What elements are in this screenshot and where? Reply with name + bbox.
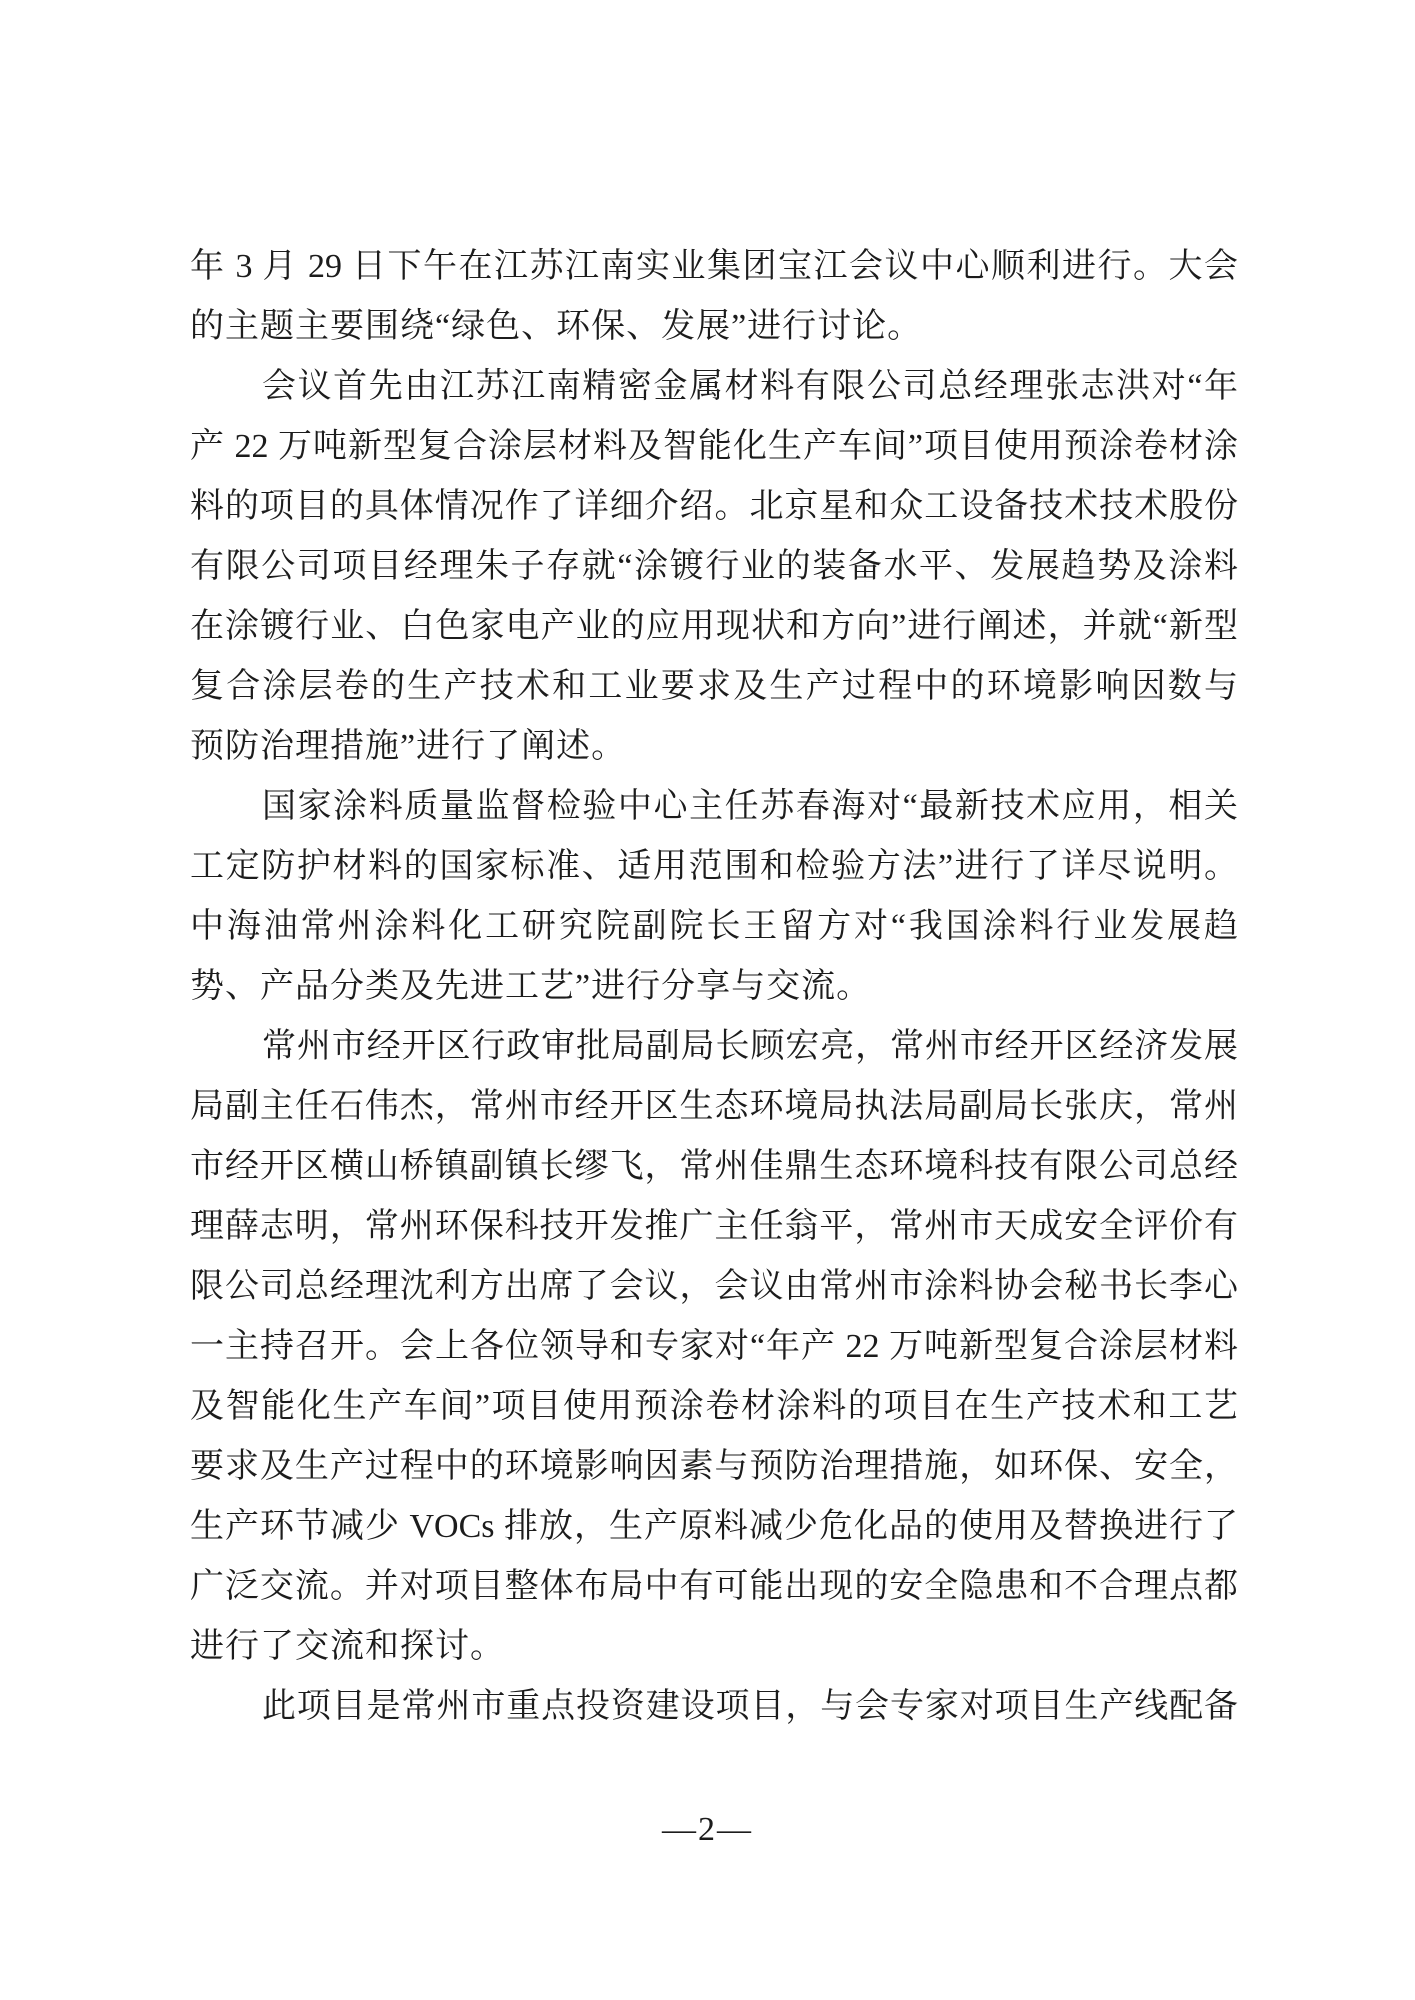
text-line: 预防治理措施”进行了阐述。 (190, 728, 627, 765)
document-body (190, 237, 1238, 1737)
text-line: 有限公司项目经理朱子存就“涂镀行业的装备水平、发展趋势及涂料 (190, 548, 1238, 585)
text-line: 产 22 万吨新型复合涂层材料及智能化生产车间”项目使用预涂卷材涂 (190, 428, 1238, 465)
text-line: 的主题主要围绕“绿色、环保、发展”进行讨论。 (190, 308, 923, 345)
text-line: 国家涂料质量监督检验中心主任苏春海对“最新技术应用，相关 (262, 788, 1238, 825)
text-line: 料的项目的具体情况作了详细介绍。北京星和众工设备技术技术股份 (190, 488, 1238, 525)
text-line: 理薛志明，常州环保科技开发推广主任翁平，常州市天成安全评价有 (190, 1208, 1238, 1245)
text-line: 会议首先由江苏江南精密金属材料有限公司总经理张志洪对“年 (262, 368, 1238, 405)
text-line: 势、产品分类及先进工艺”进行分享与交流。 (190, 968, 872, 1005)
text-line: 年 3 月 29 日下午在江苏江南实业集团宝江会议中心顺利进行。大会 (190, 248, 1238, 285)
text-line: 市经开区横山桥镇副镇长缪飞，常州佳鼎生态环境科技有限公司总经 (190, 1148, 1238, 1185)
text-line: 局副主任石伟杰，常州市经开区生态环境局执法局副局长张庆，常州 (190, 1088, 1238, 1125)
text-line: 复合涂层卷的生产技术和工业要求及生产过程中的环境影响因数与 (190, 668, 1238, 705)
text-line: 要求及生产过程中的环境影响因素与预防治理措施，如环保、安全， (190, 1448, 1238, 1485)
text-line: 限公司总经理沈利方出席了会议，会议由常州市涂料协会秘书长李心 (190, 1268, 1238, 1305)
text-line: 进行了交流和探讨。 (190, 1628, 505, 1665)
text-line: 中海油常州涂料化工研究院副院长王留方对“我国涂料行业发展趋 (190, 908, 1238, 945)
text-line: 工定防护材料的国家标准、适用范围和检验方法”进行了详尽说明。 (190, 848, 1238, 885)
text-line: 常州市经开区行政审批局副局长顾宏亮，常州市经开区经济发展 (262, 1028, 1238, 1065)
text-line: 生产环节减少 VOCs 排放，生产原料减少危化品的使用及替换进行了 (190, 1508, 1238, 1545)
text-line: 及智能化生产车间”项目使用预涂卷材涂料的项目在生产技术和工艺 (190, 1388, 1238, 1425)
text-line: 此项目是常州市重点投资建设项目，与会专家对项目生产线配备 (262, 1688, 1238, 1725)
text-line: 在涂镀行业、白色家电产业的应用现状和方向”进行阐述，并就“新型 (190, 608, 1238, 645)
page-number: —2— (662, 1811, 753, 1848)
text-line: 广泛交流。并对项目整体布局中有可能出现的安全隐患和不合理点都 (190, 1568, 1238, 1605)
text-line: 一主持召开。会上各位领导和专家对“年产 22 万吨新型复合涂层材料 (190, 1328, 1238, 1365)
